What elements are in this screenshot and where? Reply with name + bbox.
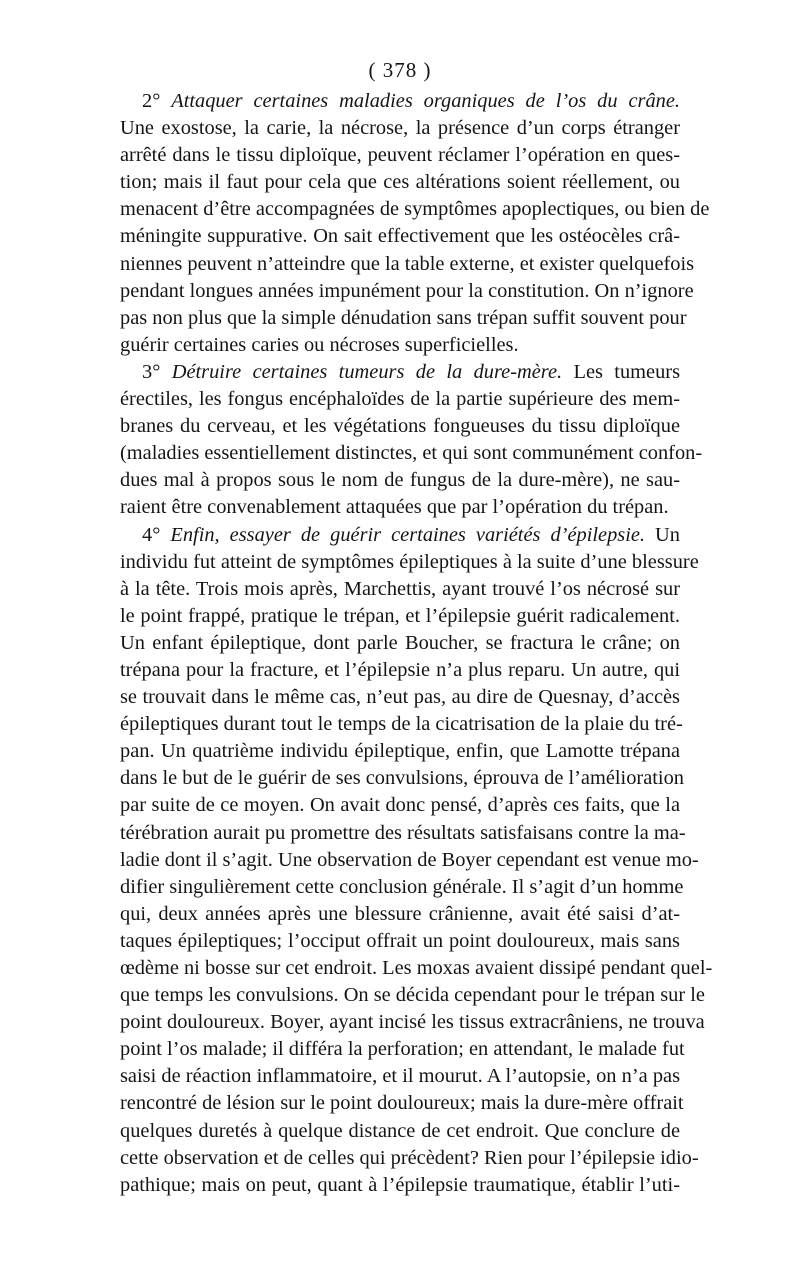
text-line: Un enfant épileptique, dont parle Boucher, se fractura le crâne; on <box>120 631 680 654</box>
text-line: trépana pour la fracture, et l’épilepsie n’a plus reparu. Un autre, qui <box>120 658 680 681</box>
text-line: qui, deux années après une blessure crânienne, avait été saisi d’at- <box>120 902 680 925</box>
text-line: guérir certaines caries ou nécroses superficielles. <box>120 333 519 356</box>
text-line: dues mal à propos sous le nom de fungus de la dure-mère), ne sau- <box>120 469 680 492</box>
text-line: individu fut atteint de symptômes épileptiques à la suite d’une blessure <box>120 550 699 573</box>
text-line: 2° Attaquer certaines maladies organiques de l’os du crâne. <box>142 90 680 112</box>
text-line: niennes peuvent n’atteindre que la table externe, et exister quelquefois <box>120 252 695 275</box>
paragraph <box>120 359 703 522</box>
text-line: érectiles, les fongus encéphaloïdes de la partie supérieure des mem- <box>120 388 680 411</box>
text-line: 4° Enfin, essayer de guérir certaines variétés d’épilepsie. Un <box>142 523 680 546</box>
text-line: se trouvait dans le même cas, n’eut pas, au dire de Quesnay, d’accès <box>120 686 680 709</box>
text-line: pendant longues années impunément pour la constitution. On n’ignore <box>120 279 694 302</box>
text-line: quelques duretés à quelque distance de cet endroit. Que conclure de <box>120 1119 680 1142</box>
text-line: saisi de réaction inflammatoire, et il mourut. A l’autopsie, on n’a pas <box>120 1065 680 1088</box>
text-line: le point frappé, pratique le trépan, et l’épilepsie guérit radicalement. <box>120 604 680 627</box>
text-line: branes du cerveau, et les végétations fongueuses du tissu diploïque <box>120 415 680 438</box>
text-line: rencontré de lésion sur le point douloureux; mais la dure-mère offrait <box>120 1092 684 1115</box>
text-line: dans le but de le guérir de ses convulsions, éprouva de l’amélioration <box>120 767 684 790</box>
text-line: à la tête. Trois mois après, Marchettis, ayant trouvé l’os nécrosé sur <box>120 577 680 600</box>
text-line: point l’os malade; il différa la perforation; en attendant, le malade fut <box>120 1038 685 1061</box>
text-line: pathique; mais on peut, quant à l’épilepsie traumatique, établir l’uti- <box>120 1173 680 1196</box>
text-line: pas non plus que la simple dénudation sans trépan suffit souvent pour <box>120 306 687 329</box>
text-line: raient être convenablement attaquées que par l’opération du trépan. <box>120 496 669 519</box>
text-line: que temps les convulsions. On se décida cependant pour le trépan sur le <box>120 984 705 1007</box>
paragraph <box>120 522 713 1199</box>
text-line: Une exostose, la carie, la nécrose, la présence d’un corps étranger <box>120 117 680 140</box>
text-line: (maladies essentiellement distinctes, et qui sont communément confon- <box>120 442 703 465</box>
text-line: térébration aurait pu promettre des résultats satisfaisans contre la ma- <box>120 821 686 844</box>
body-text <box>120 88 713 1199</box>
text-line: difier singulièrement cette conclusion générale. Il s’agit d’un homme <box>120 875 684 898</box>
text-line: épileptiques durant tout le temps de la cicatrisation de la plaie du tré- <box>120 713 683 736</box>
text-line: taques épileptiques; l’occiput offrait un point douloureux, mais sans <box>120 929 680 952</box>
page-number: ( 378 ) <box>368 58 432 82</box>
text-line: arrêté dans le tissu diploïque, peuvent réclamer l’opération en ques- <box>120 144 680 167</box>
text-line: ladie dont il s’agit. Une observation de Boyer cependant est venue mo- <box>120 848 699 871</box>
text-line: point douloureux. Boyer, ayant incisé les tissus extracrâniens, ne trouva <box>120 1011 705 1034</box>
paragraph <box>120 88 710 359</box>
text-line: menacent d’être accompagnées de symptômes apoplectiques, ou bien de <box>120 198 710 221</box>
text-line: tion; mais il faut pour cela que ces altérations soient réellement, ou <box>120 171 680 194</box>
text-line: méningite suppurative. On sait effectivement que les ostéocèles crâ- <box>120 225 680 248</box>
text-line: cette observation et de celles qui précèdent? Rien pour l’épilepsie idio- <box>120 1146 699 1169</box>
text-line: pan. Un quatrième individu épileptique, enfin, que Lamotte trépana <box>120 740 680 763</box>
text-line: 3° Détruire certaines tumeurs de la dure-mère. Les tumeurs <box>142 360 681 383</box>
text-line: œdème ni bosse sur cet endroit. Les moxas avaient dissipé pendant quel- <box>120 957 713 979</box>
text-line: par suite de ce moyen. On avait donc pensé, d’après ces faits, que la <box>120 794 680 817</box>
